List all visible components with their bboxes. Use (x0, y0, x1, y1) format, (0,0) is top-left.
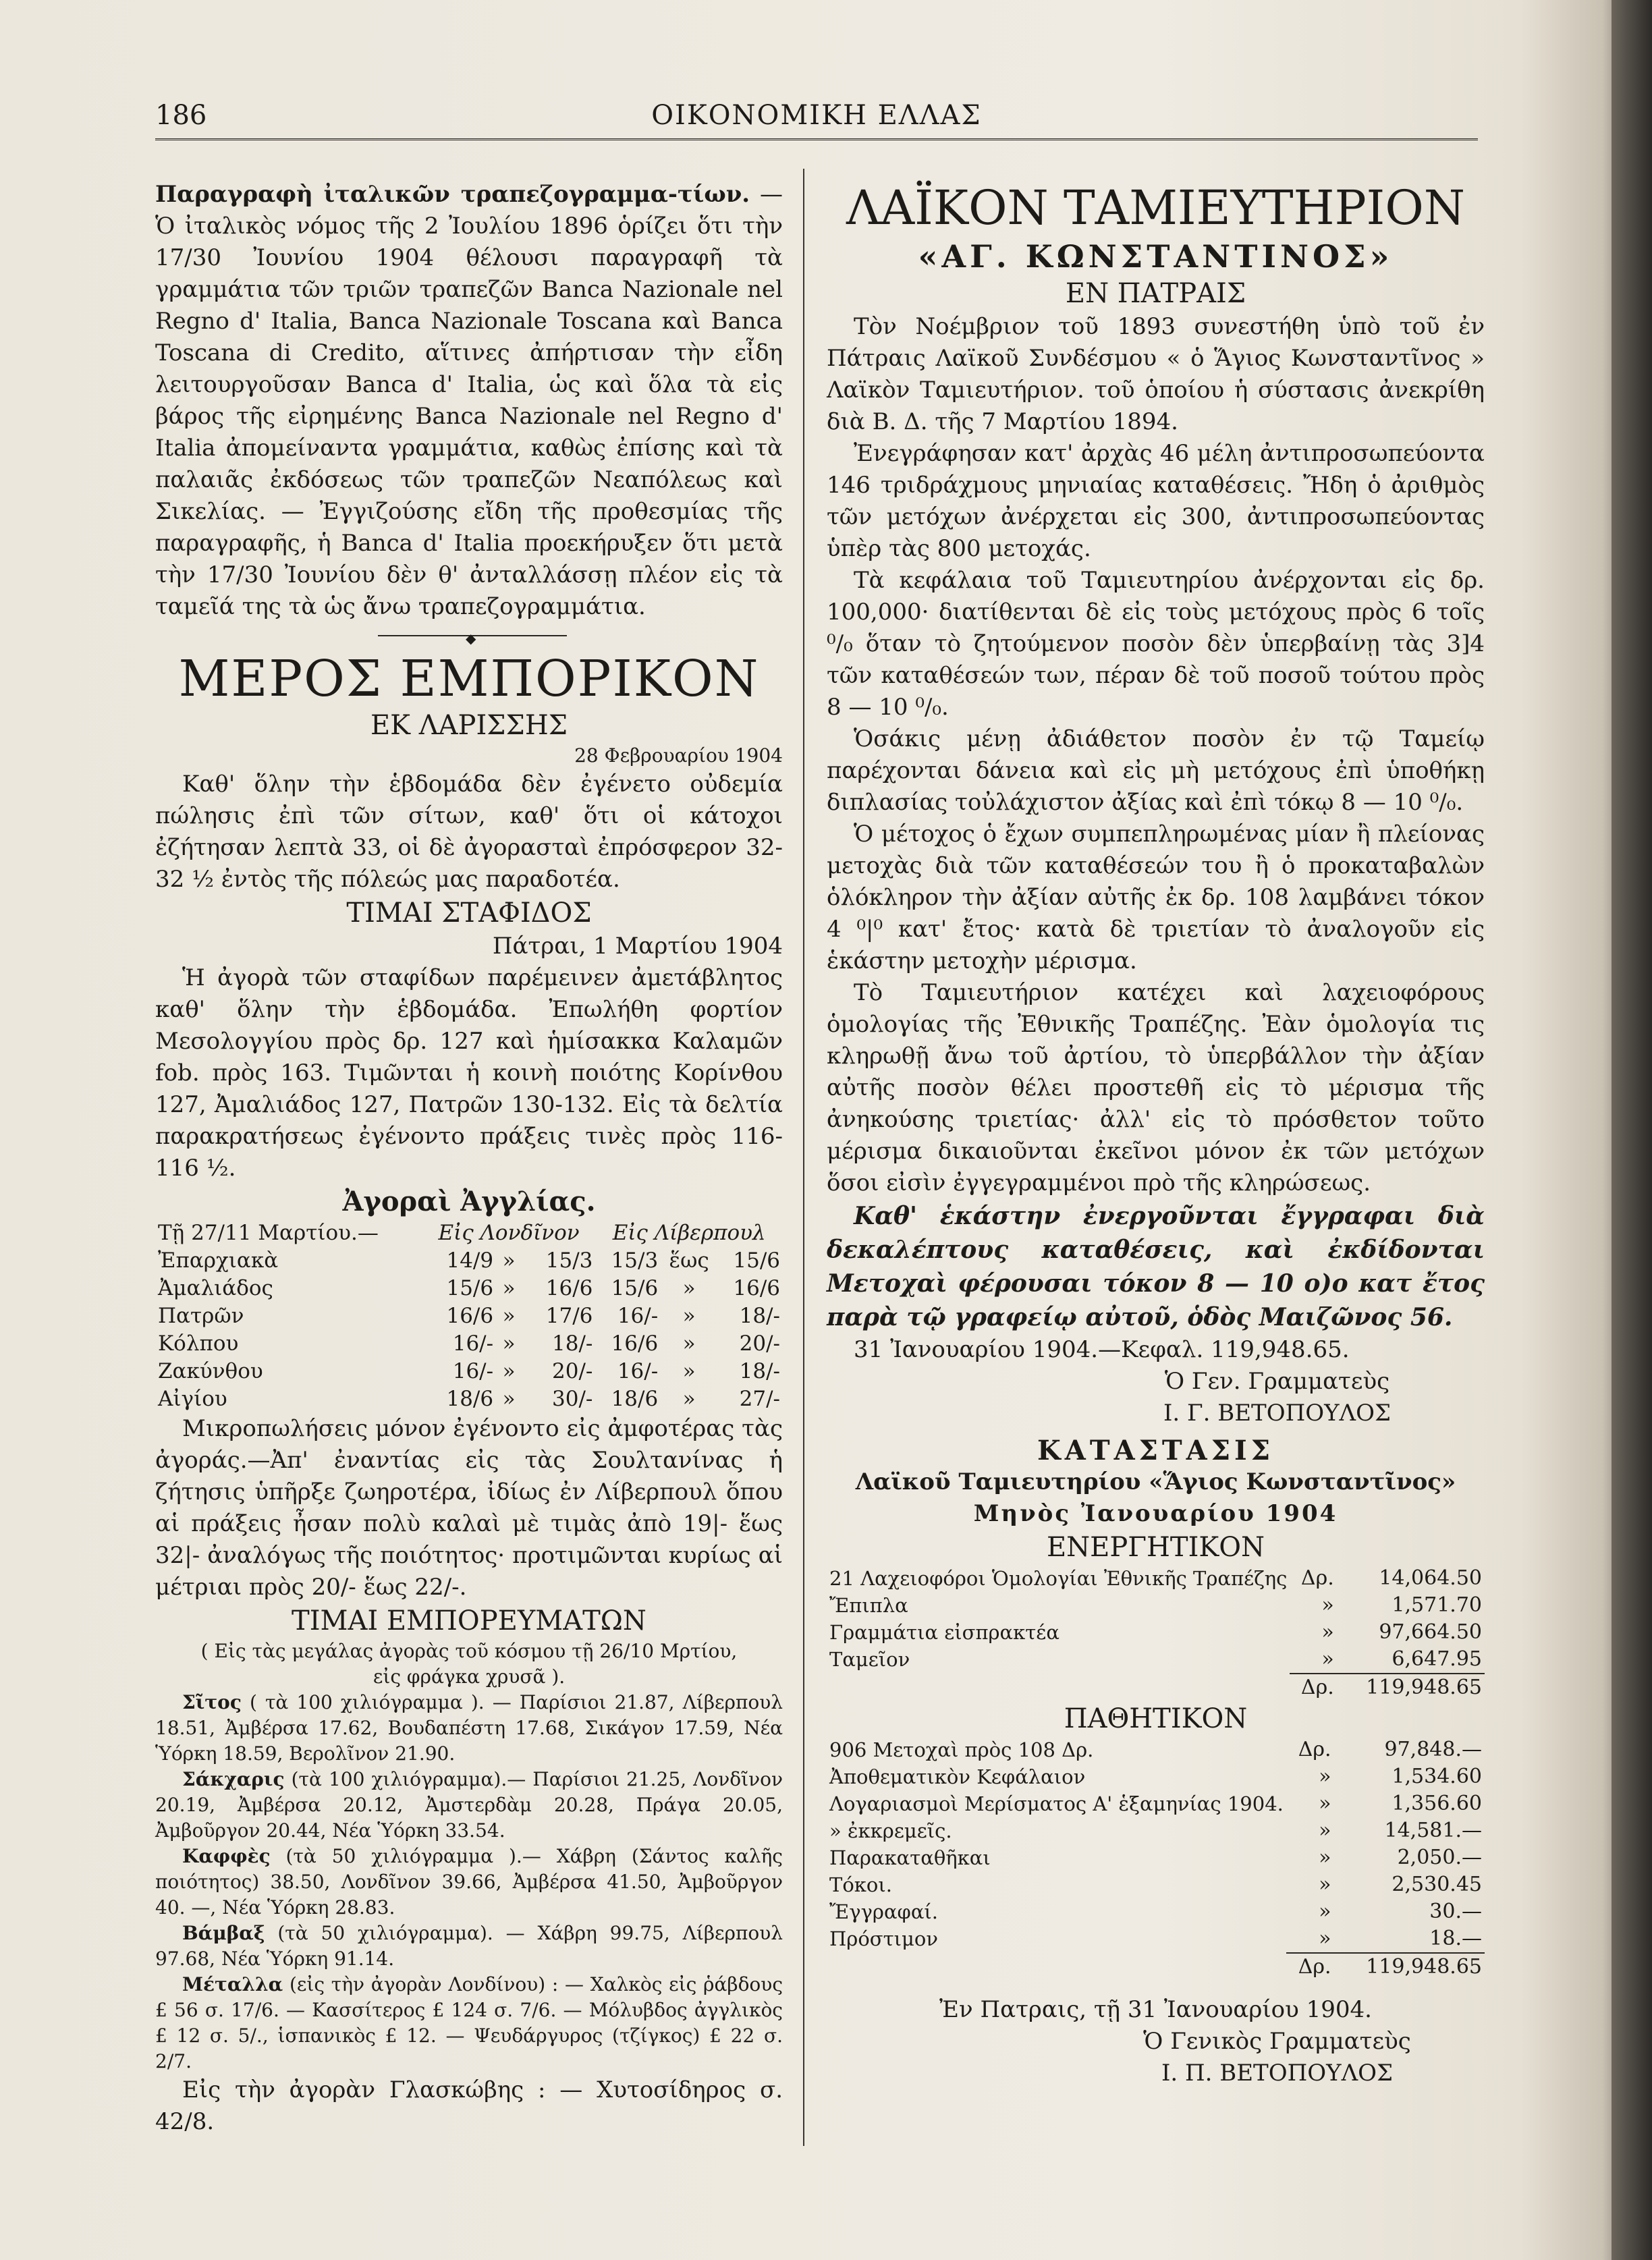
liverpool-low: 15/6 (611, 1276, 659, 1300)
currency-mark: » (1319, 1765, 1331, 1788)
energ-heading: ΕΝΕΡΓΗΤΙΚΟΝ (1046, 1532, 1265, 1563)
account-label: Γραμμάτια εἰσπρακτέα (829, 1621, 1059, 1644)
larissa-date: 28 Φεβρουαρίου 1904 (574, 744, 783, 767)
london-low: 14/9 (446, 1248, 494, 1273)
paragraph-heading: Παραγραφὴ ἰταλικῶν τραπεζογραμμα-τίων. (155, 181, 750, 208)
column-divider (803, 169, 804, 2146)
running-title: ΟΙΚΟΝΟΜΙΚΗ ΕΛΛΑΣ (651, 100, 982, 131)
account-amount: 97,664.50 (1379, 1620, 1482, 1644)
currency-mark: » (1319, 1900, 1331, 1923)
range-sep: » (682, 1276, 696, 1300)
liverpool-high: 18/- (739, 1359, 780, 1383)
bank-title: ΛΑΪΚΟΝ ΤΑΜΙΕΥΤΗΡΙΟΝ (846, 180, 1465, 236)
range-sep: » (682, 1331, 696, 1356)
stafis-body: Ἡ ἀγορὰ τῶν σταφίδων παρέμεινεν ἀμετάβλητος καθ' ὅλην τὴν ἑβδομάδα. Ἐπωλήθη φορτίον Μεσολογγίου πρὸς δρ. 127 καὶ ἡμίσακκα Καλαμῶν fob. πρὸς 163. Τιμῶνται ἡ κοινὴ ποιότης Κορίνθου 127, Ἀμαλιάδος 127, Πατρῶν 130-132. Εἰς τὰ δελτία παρακρατήσεως ἐγένοντο πράξεις τινὲς πρὸς 116-116 ½. (155, 964, 783, 1182)
stafis-heading: ΤΙΜΑΙ ΣΤΑΦΙΔΟΣ (346, 898, 592, 929)
account-label: Τόκοι. (829, 1873, 892, 1896)
list-item (155, 1921, 783, 1972)
account-label: 21 Λαχειοφόροι Ὁμολογίαι Ἐθνικῆς Τραπέζης (829, 1567, 1288, 1590)
bank-location: ΕΝ ΠΑΤΡΑΙΣ (1065, 278, 1246, 309)
range-mark: » (502, 1359, 516, 1383)
signature-name-1: Ι. Γ. ΒΕΤΟΠΟΥΛΟΣ (1163, 1400, 1392, 1427)
bank-para-5: Ὁ μέτοχος ὁ ἔχων συμπεπληρωμένας μίαν ἢ πλείονας μετοχὰς διὰ τῶν καταθέσεών του ἢ ὁ προκαταβαλὼν ὁλόκληρον τὴν ἀξίαν αὐτῆς ἐκ δρ. 108 λαμβάνει τόκον 4 ⁰|⁰ κατ' ἔτος· κατὰ δὲ τριετίαν τὸ ἀναλογοῦν εἰς ἑκάστην μετοχὴν μέρισμα. (827, 821, 1485, 974)
account-amount: 97,848.— (1384, 1738, 1482, 1761)
section-title: ΜΕΡΟΣ ΕΜΠΟΡΙΚΟΝ (178, 650, 760, 708)
range-sep: » (682, 1304, 696, 1328)
path-table (827, 1736, 1485, 1981)
col-header-liverpool: Εἰς Λίβερπουλ (612, 1221, 766, 1245)
currency-mark: Δρ. (1298, 1738, 1331, 1761)
table-row (155, 1302, 783, 1330)
table-row (827, 1646, 1485, 1674)
commodity-name: Μέταλλα (182, 1973, 283, 1995)
account-amount: 18.— (1429, 1927, 1482, 1950)
account-label: Ἔπιπλα (829, 1594, 908, 1617)
currency-mark: » (1319, 1792, 1331, 1815)
table-row (827, 1790, 1485, 1817)
larissa-body: Καθ' ὅλην τὴν ἑβδομάδα δὲν ἐγένετο οὐδεμία πώλησις ἐπὶ τῶν σίτων, καθ' ὅτι οἱ κάτοχοι ἐζήτησαν λεπτὰ 33, οἱ δὲ ἀγορασταὶ ἐπρόσφερον 32-32 ½ ἐντὸς τῆς πόλεώς μας παραδοτέα. (155, 771, 783, 893)
bank-para-3: Τὰ κεφάλαια τοῦ Ταμιευτηρίου ἀνέρχονται εἰς δρ. 100,000· διατίθενται δὲ εἰς τοὺς μετόχους πρὸς 6 τοῖς ⁰/₀ ὅταν τὸ ζητούμενον ποσὸν δὲν ὑπερβαίνῃ τὰς 3]4 τῶν καταθέσεών των, πέραν δὲ τοῦ ποσοῦ τούτου πρὸς 8 — 10 ⁰/₀. (827, 567, 1485, 721)
england-heading: Ἀγοραὶ Ἀγγλίας. (342, 1186, 596, 1217)
account-amount: 1,571.70 (1392, 1593, 1482, 1617)
region-name: Αἰγίου (158, 1387, 227, 1411)
account-amount: 14,064.50 (1379, 1566, 1482, 1590)
commodity-name: Σάκχαρις (182, 1768, 285, 1790)
commodity-prices: (εἰς τὴν ἀγορὰν Λονδίνου) : — Χαλκὸς εἰς ῥάβδους £ 56 σ. 17/6. — Κασσίτερος £ 124 σ. 7/6. — Μόλυβδος ἀγγλικὸς £ 12 σ. 5/., ἱσπανικὸς £ 12. — Ψευδάργυρος (τζίγκος) £ 22 σ. 2/7. (155, 1973, 783, 2072)
goods-heading: ΤΙΜΑΙ ΕΜΠΟΡΕΥΜΑΤΩΝ (292, 1605, 646, 1636)
list-item (155, 1690, 783, 1767)
commodity-prices: (τὰ 50 χιλιόγραμμα). — Χάβρη 99.75, Λίβερπουλ 97.68, Νέα Ὑόρκη 91.14. (155, 1922, 783, 1970)
path-total: 119,948.65 (1334, 1953, 1485, 1981)
london-high: 18/- (552, 1331, 593, 1356)
table-row (827, 1871, 1485, 1898)
table-row (155, 1247, 783, 1275)
larissa-heading: ΕΚ ΛΑΡΙΣΣΗΣ (370, 710, 568, 741)
bank-para-1: Τὸν Νοέμβριον τοῦ 1893 συνεστήθη ὑπὸ τοῦ ἐν Πάτραις Λαϊκοῦ Συνδέσμου « ὁ Ἅγιος Κωνσταντῖνος » Λαϊκὸν Ταμιευτήριον. τοῦ ὁποίου ἡ σύστασις ἀνεκρίθη διὰ Β. Δ. τῆς 7 Μαρτίου 1894. (827, 313, 1485, 435)
path-total-row (827, 1953, 1485, 1981)
energ-total-cur: Δρ. (1290, 1674, 1336, 1701)
ornament-separator (155, 626, 783, 646)
bold-notice: Καθ' ἑκάστην ἐνεργοῦνται ἔγγραφαι διὰ δεκαλέπτους καταθέσεις, καὶ ἐκδίδονται Μετοχαὶ φέρουσαι τόκον 8 — 10 ο)ο κατ ἔτος παρὰ τῷ γραφείῳ αὐτοῦ, ὁδὸς Μαιζῶνος 56. (827, 1202, 1485, 1331)
liverpool-high: 15/6 (733, 1248, 780, 1273)
energ-total: 119,948.65 (1337, 1674, 1485, 1701)
table-row (827, 1925, 1485, 1953)
account-amount: 1,356.60 (1392, 1792, 1482, 1815)
commodity-prices: (τὰ 100 χιλιόγραμμα).— Παρίσιοι 21.25, Λονδῖνον 20.19, Ἀμβέρσα 20.12, Ἀμστερδὰμ 20.28, Πράγα 20.05, Ἀμβοῦργον 20.44, Νέα Ὑόρκη 33.54. (155, 1768, 783, 1842)
account-amount: 1,534.60 (1392, 1765, 1482, 1788)
closing-date: Ἐν Πατραις, τῇ 31 Ἰανουαρίου 1904. (939, 1996, 1372, 2023)
range-sep: » (682, 1387, 696, 1411)
range-sep: » (682, 1359, 696, 1383)
range-sep: ἕως (669, 1248, 709, 1273)
range-mark: » (502, 1387, 516, 1411)
path-heading: ΠΑΘΗΤΙΚΟΝ (1064, 1703, 1248, 1734)
liverpool-high: 16/6 (733, 1276, 780, 1300)
table-row (155, 1385, 783, 1413)
table-row (827, 1844, 1485, 1871)
table-row (827, 1898, 1485, 1925)
liverpool-low: 18/6 (611, 1387, 659, 1411)
london-low: 18/6 (446, 1387, 494, 1411)
liverpool-high: 20/- (739, 1331, 780, 1356)
currency-mark: » (1321, 1593, 1334, 1617)
table-row (827, 1565, 1485, 1592)
table-row (155, 1358, 783, 1385)
liverpool-low: 15/3 (611, 1248, 659, 1273)
account-amount: 2,530.45 (1392, 1873, 1482, 1896)
commodity-name: Βάμβαξ (182, 1922, 265, 1944)
england-body: Μικροπωλήσεις μόνον ἐγένοντο εἰς ἀμφοτέρας τὰς ἀγοράς.—Ἀπ' ἐναντίας εἰς τὰς Σουλτανίνας ἡ ζήτησις ὑπῆρξε ζωηροτέρα, ἰδίως ἐν Λίβερπουλ ὅπου αἱ πράξεις ἦσαν πολὺ καλαὶ μὲ τιμὰς ἀπὸ 19|- ἕως 32|- ἀναλόγως τῆς ποιότητος· προτιμῶνται κυρίως αἱ μέτριαι πρὸς 20/- ἕως 22/-. (155, 1415, 783, 1601)
england-price-table (155, 1219, 783, 1413)
london-low: 16/- (452, 1359, 494, 1383)
table-row (155, 1330, 783, 1358)
bank-para-6: Τὸ Ταμιευτήριον κατέχει καὶ λαχειοφόρους ὁμολογίας τῆς Ἐθνικῆς Τραπέζης. Ἐὰν ὁμολογία τις κληρωθῇ ἄνω τοῦ ἀρτίου, τὸ ὑπερβάλλον τὴν ἀξίαν αὐτῆς ποσὸν θέλει προστεθῆ εἰς τὸ μέρισμα τῆς ἀνηκούσης τριετίας· ἀλλ' εἰς τὸ πρόσθετον τοῦτο μέρισμα δικαιοῦνται ἐκεῖνοι μόνον ἐκ τῶν μετόχων ὅσοι εἰσὶν ἐγγεγραμμένοι πρὸ τῆς κληρώσεως. (827, 979, 1485, 1196)
path-total-cur: Δρ. (1286, 1953, 1334, 1981)
account-amount: 2,050.— (1397, 1846, 1482, 1869)
glasgow-line: Εἰς τὴν ἀγορὰν Γλασκώβης : — Χυτοσίδηρος σ. 42/8. (155, 2076, 783, 2135)
commodity-prices: ( τὰ 100 χιλιόγραμμα ). — Παρίσιοι 21.87, Λίβερπουλ 18.51, Ἀμβέρσα 17.62, Βουδαπέστη 17.68, Σικάγον 17.59, Νέα Ὑόρκη 18.59, Βερολῖνον 21.90. (155, 1691, 783, 1765)
katastasis-title: ΚΑΤΑΣΤΑΣΙΣ (1037, 1435, 1274, 1466)
table-row (827, 1736, 1485, 1763)
range-mark: » (502, 1304, 516, 1328)
london-high: 16/6 (545, 1276, 593, 1300)
signature-role-2: Ὁ Γενικὸς Γραμματεὺς (1143, 2028, 1411, 2055)
signature-name-2: Ι. Π. ΒΕΤΟΠΟΥΛΟΣ (1161, 2060, 1394, 2087)
london-high: 17/6 (545, 1304, 593, 1328)
katastasis-subtitle-1: Λαϊκοῦ Ταμιευτηρίου «Ἅγιος Κωνσταντῖνος» (855, 1468, 1456, 1495)
london-high: 30/- (552, 1387, 593, 1411)
region-name: Ἀμαλιάδος (158, 1276, 273, 1300)
list-item (155, 1844, 783, 1921)
account-label: Παρακαταθῆκαι (829, 1846, 991, 1869)
london-high: 20/- (552, 1359, 593, 1383)
table-row (827, 1592, 1485, 1619)
date-line: 31 Ἰανουαρίου 1904.—Κεφαλ. 119,948.65. (854, 1336, 1350, 1363)
currency-mark: » (1321, 1647, 1334, 1671)
london-low: 16/- (452, 1331, 494, 1356)
table-date-label: Τῇ 27/11 Μαρτίου.— (158, 1221, 379, 1245)
table-row (827, 1763, 1485, 1790)
list-item (155, 1972, 783, 2074)
region-name: Ζακύνθου (158, 1359, 263, 1383)
paragraph-body: — Ὁ ἰταλικὸς νόμος τῆς 2 Ἰουλίου 1896 ὁρίζει ὅτι τὴν 17/30 Ἰουνίου 1904 θέλουσι παραγραφῆ τὰ γραμμάτια τῶν τριῶν τραπεζῶν Banca Nazionale nel Regno d' Italia, Banca Nazionale Toscana καὶ Banca Toscana di Credito, αἵτινες ἀπήρτισαν τὴν εἶδη λειτουργοῦσαν Banca d' Italia, ὡς καὶ ὅλα τὰ εἰς βάρος τῆς εἰρημένης Banca Nazionale nel Regno d' Italia ἀπομείναντα γραμμάτια, καθὼς ἐπίσης καὶ τὰ παλαιᾶς ἐκδόσεως τῶν τραπεζῶν Νεαπόλεως καὶ Σικελίας. — Ἐγγιζούσης εἴδη τῆς προθεσμίας τῆς παραγραφῆς, ἡ Banca d' Italia προεκήρυξεν ὅτι μετὰ τὴν 17/30 Ἰουνίου δὲν θ' ἀνταλλάσσῃ πλέον εἰς τὰ ταμεῖά της τὰ ὡς ἄνω τραπεζογραμμάτια. (155, 181, 783, 620)
goods-note: ( Εἰς τὰς μεγάλας ἀγορὰς τοῦ κόσμου τῇ 26/10 Μρτίου, εἰς φράγκα χρυσᾶ ). (200, 1640, 738, 1688)
currency-mark: » (1319, 1873, 1331, 1896)
liverpool-low: 16/- (617, 1359, 659, 1383)
book-spine-shadow (1612, 0, 1652, 2260)
commodity-prices: (τὰ 50 χιλιόγραμμα ).— Χάβρη (Σάντος καλῆς ποιότητος) 38.50, Λονδῖνον 39.66, Ἀμβέρσα 41.50, Ἀμβοῦργον 40. —, Νέα Ὑόρκη 28.83. (155, 1845, 783, 1919)
range-mark: » (502, 1331, 516, 1356)
table-row (827, 1619, 1485, 1646)
page-number: 186 (155, 100, 207, 131)
london-low: 15/6 (446, 1276, 494, 1300)
liverpool-low: 16/6 (611, 1331, 659, 1356)
london-high: 15/3 (545, 1248, 593, 1273)
currency-mark: » (1319, 1819, 1331, 1842)
table-row (827, 1817, 1485, 1844)
account-label: Ἔγγραφαί. (829, 1900, 939, 1923)
currency-mark: » (1319, 1846, 1331, 1869)
region-name: Ἐπαρχιακὰ (158, 1248, 279, 1273)
account-amount: 30.— (1429, 1900, 1482, 1923)
commodity-name: Σῖτος (182, 1691, 242, 1713)
range-mark: » (502, 1248, 516, 1273)
currency-mark: » (1321, 1620, 1334, 1644)
left-column (155, 179, 783, 2138)
right-column (827, 179, 1485, 2089)
goods-list (155, 1690, 783, 2074)
account-amount: 14,581.— (1384, 1819, 1482, 1842)
energ-total-row (827, 1674, 1485, 1701)
region-name: Πατρῶν (158, 1304, 244, 1328)
energ-table (827, 1565, 1485, 1701)
currency-mark: » (1319, 1927, 1331, 1950)
table-header-row (155, 1219, 783, 1247)
commodity-name: Καφφὲς (182, 1845, 271, 1867)
liverpool-high: 27/- (739, 1387, 780, 1411)
bank-para-4: Ὁσάκις μένῃ ἀδιάθετον ποσὸν ἐν τῷ Ταμείῳ παρέχονται δάνεια καὶ εἰς μὴ μετόχους ἐπὶ ὑποθήκῃ διπλασίας τοὐλάχιστον ἀξίας καὶ ἐπὶ τόκῳ 8 — 10 ⁰/₀. (827, 725, 1485, 816)
signature-role-1: Ὁ Γεν. Γραμματεὺς (1164, 1368, 1390, 1395)
table-row (155, 1275, 783, 1302)
account-label: Ἀποθεματικὸν Κεφάλαιον (829, 1765, 1086, 1788)
header-rule (155, 138, 1478, 140)
bank-subtitle: «ΑΓ. ΚΩΝΣΤΑΝΤΙΝΟΣ» (918, 238, 1394, 275)
stafis-date: Πάτραι, 1 Μαρτίου 1904 (492, 933, 783, 960)
liverpool-low: 16/- (617, 1304, 659, 1328)
account-label: Ταμεῖον (829, 1648, 910, 1671)
account-label: Πρόστιμον (829, 1927, 938, 1950)
liverpool-high: 18/- (739, 1304, 780, 1328)
range-mark: » (502, 1276, 516, 1300)
account-label: » ἐκκρεμεῖς. (829, 1819, 952, 1842)
page-header (155, 100, 1478, 131)
currency-mark: Δρ. (1300, 1566, 1334, 1590)
region-name: Κόλπου (158, 1331, 239, 1356)
london-low: 16/6 (446, 1304, 494, 1328)
account-label: Λογαριασμοὶ Μερίσματος Α' ἑξαμηνίας 1904. (829, 1792, 1284, 1815)
bank-para-2: Ἐνεγράφησαν κατ' ἀρχὰς 46 μέλη ἀντιπροσωπεύοντα 146 τριδράχμους μηνιαίας καταθέσεις. Ἤδη ὁ ἀριθμὸς τῶν μετόχων ἀνέρχεται εἰς 300, ἀντιπροσωπεύοντας ὑπὲρ τὰς 800 μετοχάς. (827, 440, 1485, 562)
account-label: 906 Μετοχαὶ πρὸς 108 Δρ. (829, 1738, 1094, 1761)
italian-banknotes-paragraph (155, 179, 783, 623)
katastasis-subtitle-2: Μηνὸς Ἰανουαρίου 1904 (973, 1500, 1338, 1527)
list-item (155, 1767, 783, 1844)
account-amount: 6,647.95 (1392, 1647, 1482, 1671)
col-header-london: Εἰς Λονδῖνον (438, 1221, 580, 1245)
